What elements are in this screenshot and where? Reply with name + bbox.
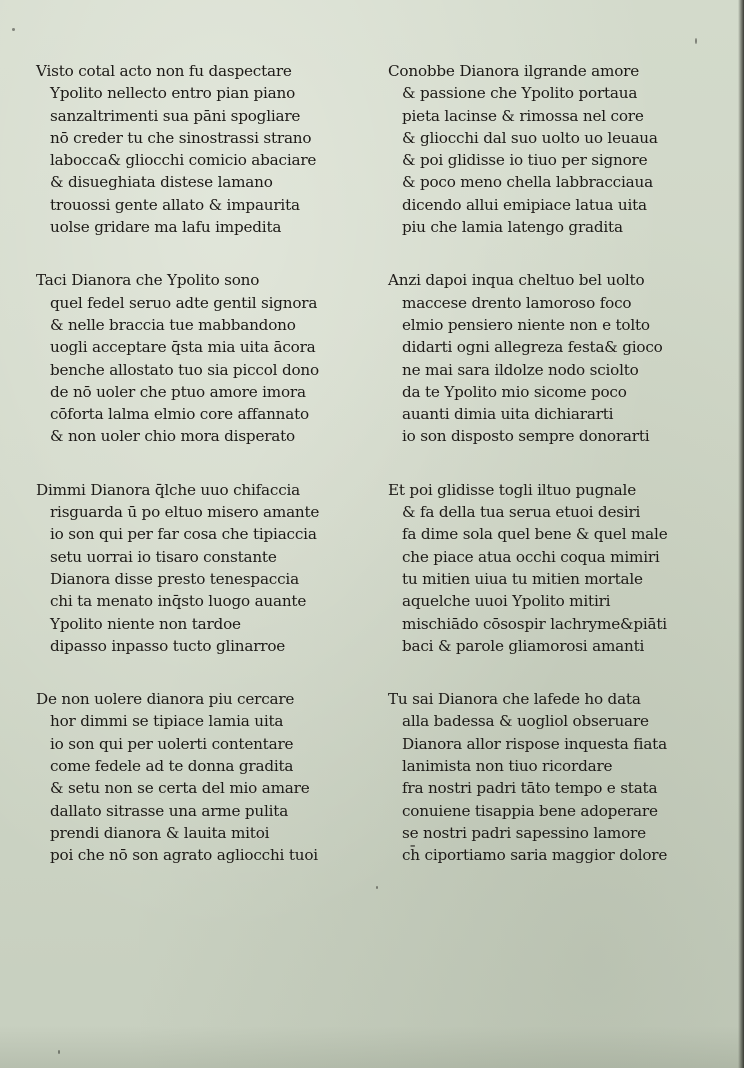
verse-line: se nostri padri sapessino lamore [402, 823, 646, 842]
verse-line: poi che nō son agrato agliocchi tuoi [50, 846, 318, 865]
verse-line: benche allostato tuo sia piccol dono [50, 360, 319, 379]
verse-line: Dianora allor rispose inquesta fiata [402, 734, 667, 753]
verse-line: tu mitien uiua tu mitien mortale [402, 569, 643, 588]
verse-line: & passione che Ypolito portaua [402, 84, 638, 103]
verse-line: auanti dimia uita dichiararti [402, 405, 614, 424]
verse-line: de nō uoler che ptuo amore imora [50, 382, 306, 401]
stanza-first-line: Tu sai Dianora che lafede ho data [388, 690, 641, 709]
verse-line: come fedele ad te donna gradita [50, 757, 294, 776]
verse-line: setu uorrai io tisaro constante [50, 547, 277, 566]
stanza-gap [388, 448, 728, 479]
paper-speck [58, 1050, 60, 1054]
stanza-gap [388, 657, 728, 688]
verse-line: piu che lamia latengo gradita [402, 218, 623, 237]
verse-line: & poco meno chella labbracciaua [402, 173, 653, 192]
verse-line: fra nostri padri tāto tempo e stata [402, 779, 658, 798]
stanza-first-line: Conobbe Dianora ilgrande amore [388, 62, 640, 80]
verse-line: ch̄ ciportiamo saria maggior dolore [402, 846, 668, 865]
right-column [388, 60, 728, 867]
verse-line: conuiene tisappia bene adoperare [402, 801, 658, 820]
verse-line: trouossi gente allato & impaurita [50, 195, 300, 214]
verse-line: uolse gridare ma lafu impedita [50, 218, 282, 237]
page-bottom-margin [0, 1026, 744, 1068]
stanza-first-line: Et poi glidisse togli iltuo pugnale [388, 480, 636, 499]
verse-line: baci & parole gliamorosi amanti [402, 636, 645, 655]
verse-line: da te Ypolito mio sicome poco [402, 382, 627, 401]
verse-line: fa dime sola quel bene & quel male [402, 525, 668, 544]
verse-line: & poi glidisse io tiuo per signore [402, 151, 648, 170]
verse-line: aquelche uuoi Ypolito mitiri [402, 592, 611, 611]
stanza-first-line: Anzi dapoi inqua cheltuo bel uolto [388, 271, 645, 290]
verse-line: Ypolito niente non tardoe [50, 614, 241, 633]
verse-line: pieta lacinse & rimossa nel core [402, 106, 644, 125]
verse-line: & nelle braccia tue mabbandono [50, 315, 296, 334]
verse-line: dallato sitrasse una arme pulita [50, 801, 289, 820]
verse-line: Ypolito nellecto entro pian piano [50, 84, 296, 103]
verse-line: mischiādo cōsospir lachryme&piāti [402, 614, 667, 633]
verse-line: hor dimmi se tipiace lamia uita [50, 712, 284, 731]
verse-line: chi ta menato inq̄sto luogo auante [50, 592, 307, 611]
verse-line: labocca& gliocchi comicio abaciare [50, 151, 317, 170]
stanza [388, 60, 728, 238]
verse-line: alla badessa & uogliol obseruare [402, 712, 649, 731]
verse-line: & fa della tua serua etuoi desiri [402, 503, 641, 522]
stanza-first-line: De non uolere dianora piu cercare [36, 690, 295, 709]
verse-line: & setu non se certa del mio amare [50, 779, 310, 798]
stanza-first-line: Taci Dianora che Ypolito sono [36, 271, 260, 290]
verse-line: & non uoler chio mora disperato [50, 427, 295, 446]
verse-line: risguarda ū po eltuo misero amante [50, 503, 320, 522]
paper-speck [376, 886, 378, 889]
paper-speck [695, 38, 697, 44]
stanza-gap [388, 238, 728, 269]
stanza [388, 479, 728, 657]
verse-line: quel fedel seruo adte gentil signora [50, 293, 318, 312]
stanza [388, 688, 728, 866]
stanza-gap [36, 238, 376, 269]
page-edge-shadow [738, 0, 744, 1068]
verse-line: lanimista non tiuo ricordare [402, 757, 613, 776]
verse-line: maccese drento lamoroso foco [402, 293, 632, 312]
stanza-gap [36, 657, 376, 688]
stanza-first-line: Visto cotal acto non fu daspectare [36, 62, 292, 80]
stanza [36, 479, 376, 657]
verse-line: didarti ogni allegreza festa& gioco [402, 338, 663, 357]
verse-line: & disueghiata distese lamano [50, 173, 273, 192]
verse-line: Dianora disse presto tenespaccia [50, 569, 299, 588]
stanza-first-line: Dimmi Dianora q̄lche uuo chifaccia [36, 480, 301, 499]
verse-line: & gliocchi dal suo uolto uo leuaua [402, 128, 658, 147]
verse-line: elmio pensiero niente non e tolto [402, 315, 650, 334]
verse-line: uogli acceptare q̄sta mia uita ācora [50, 338, 316, 357]
stanza [36, 60, 376, 238]
verse-line: prendi dianora & lauita mitoi [50, 823, 270, 842]
verse-line: dipasso inpasso tucto glinarroe [50, 636, 286, 655]
stanza [388, 269, 728, 447]
paper-speck [12, 28, 15, 31]
stanza [36, 688, 376, 866]
left-column [36, 60, 376, 867]
stanza-gap [36, 448, 376, 479]
verse-line: cōforta lalma elmio core affannato [50, 405, 309, 424]
verse-line: che piace atua occhi coqua mimiri [402, 547, 660, 566]
verse-line: io son qui per uolerti contentare [50, 734, 294, 753]
verse-line: nō creder tu che sinostrassi strano [50, 128, 312, 147]
verse-line: io son disposto sempre donorarti [402, 427, 650, 446]
verse-line: ne mai sara ildolze nodo sciolto [402, 360, 639, 379]
verse-line: io son qui per far cosa che tipiaccia [50, 525, 317, 544]
verse-line: sanzaltrimenti sua pāni spogliare [50, 106, 301, 125]
stanza [36, 269, 376, 447]
verse-line: dicendo allui emipiace latua uita [402, 195, 647, 214]
